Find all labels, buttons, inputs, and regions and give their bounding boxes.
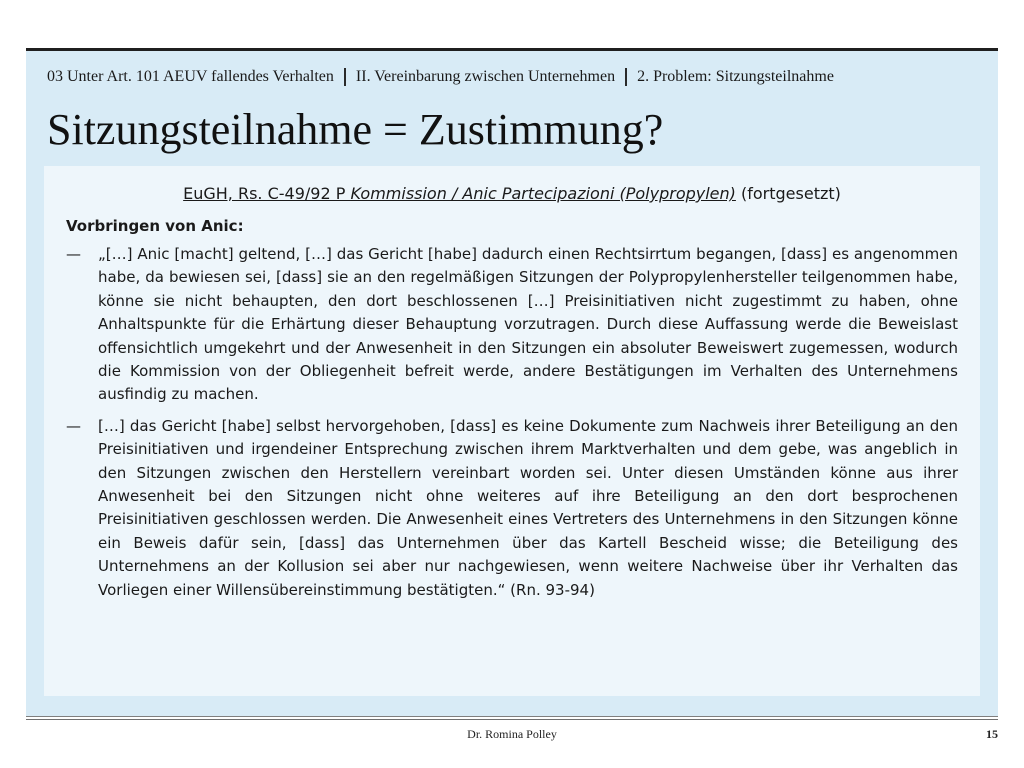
case-reference: [183, 184, 736, 203]
case-prefix: EuGH, Rs. C-49/92 P: [183, 184, 351, 203]
footer-author: Dr. Romina Polley: [467, 727, 557, 741]
em-dash-bullet: —: [66, 416, 81, 435]
content-box: [44, 166, 980, 696]
case-name: Kommission / Anic Partecipazioni (Polypropylen): [350, 184, 736, 203]
bullet-text: […] das Gericht [habe] selbst hervorgehoben, [dass] es keine Dokumente zum Nachweis ihrer Beteiligung an den Preisinitiativen und irgendeiner Entsprechung zwischen ihrem Marktverhalten und dem gebe, was angeblich in den Sitzungen zwischen den Herstellern vereinbart worden sei. Unter diesen Umständen könne aus ihrer Anwesenheit bei den Sitzungen nicht ohne weiteres auf ihre Beteiligung an den dort besprochenen Preisinitiativen geschlossen werden. Die Anwesenheit eines Vertreters des Unternehmens in den Sitzungen könne ein Beweis dafür sein, [dass] das Unternehmen über das Kartell Bescheid wisse; die Beteiligung des Unternehmens an der Kollusion sei aber nur nachgewiesen, wenn weitere Nachweise über ihr Verhalten das Vorliegen einer Willensübereinstimmung bestätigten.“ (Rn. 93-94): [98, 416, 958, 599]
breadcrumb-separator: [625, 68, 627, 86]
footer-divider: [26, 719, 998, 720]
bullet-text: „[…] Anic [macht] geltend, […] das Gericht [habe] dadurch einen Rechtsirrtum begangen, [dass] es angenommen habe, da bewiesen sei, [dass] sie an den regelmäßigen Sitzungen der Polypropylenhersteller teilgenommen habe, könne sie nicht behaupten, den dort beschlossenen […] Preisinitiativen nicht zugestimmt zu haben, ohne Anhaltspunkte für die Erhärtung dieser Behauptung vorzutragen. Durch diese Auffassung werde die Beweislast offensichtlich umgekehrt und der Anwesenheit in den Sitzungen ein absoluter Beweiswert zugemessen, wodurch die Kommission von der Obliegenheit befreit werde, andere Bestätigungen im Verhalten des Unternehmens ausfindig zu machen.: [98, 245, 958, 404]
case-suffix: (fortgesetzt): [735, 184, 841, 203]
breadcrumb-item: 2. Problem: Sitzungsteilnahme: [637, 68, 834, 85]
list-item: [66, 243, 958, 407]
em-dash-bullet: —: [66, 245, 81, 263]
case-heading: [66, 183, 958, 205]
section-subheading: Vorbringen von Anic:: [66, 217, 244, 235]
breadcrumb-separator: [344, 68, 346, 86]
list-item: [66, 415, 958, 602]
breadcrumb-item: 03 Unter Art. 101 AEUV fallendes Verhalten: [47, 68, 334, 85]
page-title: Sitzungsteilnahme = Zustimmung?: [47, 105, 664, 154]
breadcrumb: [47, 68, 987, 86]
page-number: 15: [986, 727, 998, 741]
breadcrumb-item: II. Vereinbarung zwischen Unternehmen: [355, 68, 616, 85]
